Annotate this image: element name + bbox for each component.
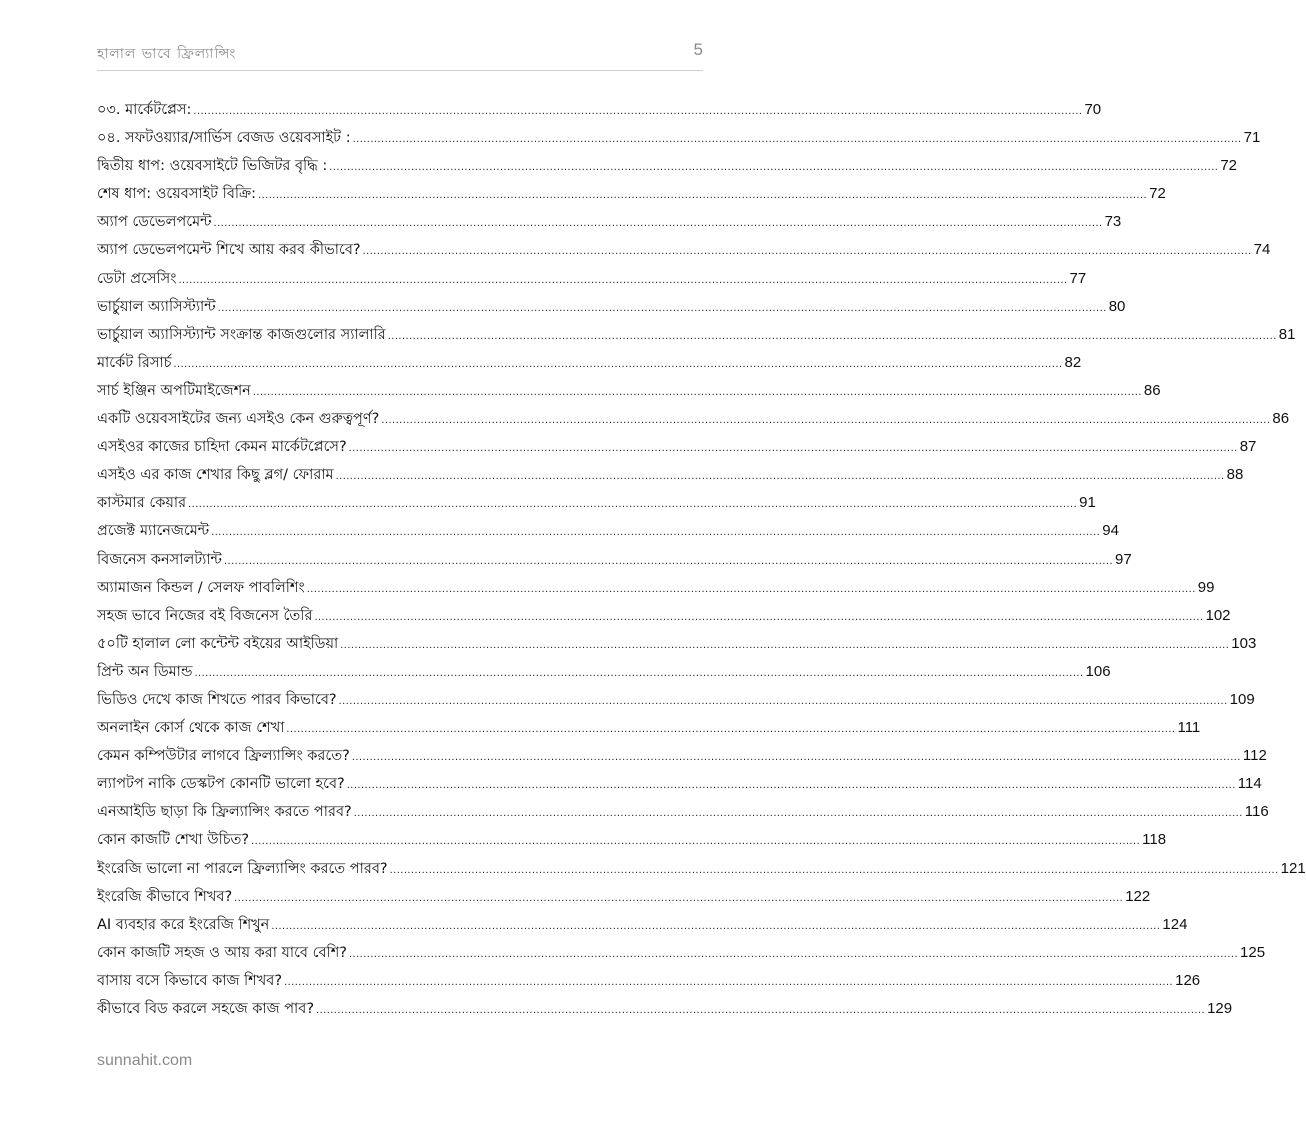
dot-leader <box>347 771 1236 799</box>
toc-entry[interactable] <box>97 405 1290 433</box>
toc-entry-title: সহজ ভাবে নিজের বই বিজনেস তৈরি <box>97 607 313 624</box>
toc-entry[interactable] <box>97 770 1262 798</box>
toc-entry[interactable] <box>97 855 1306 883</box>
toc-entry[interactable] <box>97 911 1188 939</box>
toc-entry-title: কাস্টমার কেয়ার <box>97 495 187 512</box>
toc-entry[interactable] <box>97 714 1201 742</box>
toc-entry[interactable] <box>97 630 1257 658</box>
dot-leader <box>286 715 1175 743</box>
dot-leader <box>193 97 1082 125</box>
dot-leader <box>214 209 1103 237</box>
toc-entry-page: 103 <box>1231 634 1257 652</box>
dot-leader <box>173 350 1062 378</box>
dot-leader <box>316 996 1205 1024</box>
toc-entry[interactable] <box>97 826 1167 854</box>
toc-entry-page: 111 <box>1177 719 1201 737</box>
toc-entry-page: 97 <box>1115 550 1132 568</box>
dot-leader <box>218 294 1107 322</box>
toc-entry-title: ইংরেজি ভালো না পারলে ফ্রিল্যান্সিং করতে পারব? <box>97 860 388 877</box>
page-header <box>97 40 703 71</box>
dot-leader <box>381 406 1270 434</box>
toc-entry-page: 91 <box>1079 494 1096 512</box>
dot-leader <box>363 237 1252 265</box>
toc-entry-title: AI ব্যবহার করে ইংরেজি শিখুন <box>97 916 270 933</box>
dot-leader <box>336 462 1225 490</box>
dot-leader <box>234 884 1123 912</box>
toc-entry-page: 86 <box>1143 381 1161 399</box>
toc-entry[interactable] <box>97 377 1161 405</box>
toc-entry[interactable] <box>97 96 1102 124</box>
toc-entry[interactable] <box>97 658 1111 686</box>
toc-entry[interactable] <box>97 798 1269 826</box>
toc-entry-title: ৫০টি হালাল লো কন্টেন্ট বইয়ের আইডিয়া <box>97 635 339 652</box>
toc-entry[interactable] <box>97 995 1233 1023</box>
toc-entry[interactable] <box>97 742 1267 770</box>
toc-entry[interactable] <box>97 686 1255 714</box>
table-of-contents <box>97 96 1306 1023</box>
toc-entry-page: 77 <box>1069 269 1087 287</box>
toc-entry-page: 81 <box>1278 325 1296 343</box>
toc-entry-title: অ্যাপ ডেভেলপমেন্ট <box>97 214 212 231</box>
dot-leader <box>314 603 1203 631</box>
dot-leader <box>349 434 1238 462</box>
toc-entry-title: ইংরেজি কীভাবে শিখব? <box>97 888 233 905</box>
dot-leader <box>339 687 1228 715</box>
toc-entry[interactable] <box>97 883 1151 911</box>
toc-entry-title: এনআইডি ছাড়া কি ফ্রিল্যান্সিং করতে পারব? <box>97 804 352 821</box>
dot-leader <box>253 378 1142 406</box>
toc-entry-title: কেমন কম্পিউটার লাগবে ফ্রিল্যান্সিং করতে? <box>97 748 350 765</box>
dot-leader <box>329 153 1218 181</box>
toc-entry-title: কোন কাজটি শেখা উচিত? <box>97 832 250 849</box>
toc-entry-page: 70 <box>1084 101 1102 118</box>
footer-site: sunnahit.com <box>97 1052 193 1069</box>
toc-entry-title: অনলাইন কোর্স থেকে কাজ শেখা <box>97 720 285 737</box>
toc-entry[interactable] <box>97 349 1082 377</box>
dot-leader <box>188 490 1077 518</box>
toc-entry-page: 74 <box>1253 241 1271 259</box>
toc-entry-title: প্রিন্ট অন ডিমান্ড <box>97 663 193 680</box>
toc-entry[interactable] <box>97 152 1238 180</box>
toc-entry-page: 72 <box>1149 185 1166 203</box>
toc-entry-page: 73 <box>1104 213 1122 231</box>
toc-entry-title: শেষ ধাপ: ওয়েবসাইট বিক্রি: <box>97 186 257 203</box>
dot-leader <box>211 518 1100 546</box>
toc-entry-title: ডেটা প্রসেসিং <box>97 270 177 287</box>
toc-entry-title: ০৪. সফটওয়্যার/সার্ভিস বেজড ওয়েবসাইট : <box>97 130 351 147</box>
toc-entry-page: 88 <box>1226 466 1244 484</box>
toc-entry[interactable] <box>97 546 1132 574</box>
toc-entry-page: 106 <box>1085 662 1111 680</box>
dot-leader <box>354 799 1243 827</box>
dot-leader <box>390 856 1279 884</box>
dot-leader <box>353 125 1242 153</box>
toc-entry-page: 82 <box>1064 353 1082 371</box>
toc-entry-title: ভার্চুয়াল অ্যাসিস্ট্যান্ট সংক্রান্ত কাজগুলোর স্যালারি <box>97 326 386 343</box>
toc-entry[interactable] <box>97 321 1296 349</box>
toc-entry-title: কীভাবে বিড করলে সহজে কাজ পাব? <box>97 1001 315 1017</box>
toc-entry-title: এসইও এর কাজ শেখার কিছু ব্লগ/ ফোরাম <box>97 467 334 484</box>
toc-entry-page: 99 <box>1197 578 1215 596</box>
toc-entry-page: 122 <box>1125 887 1151 905</box>
toc-entry-page: 109 <box>1229 690 1255 708</box>
toc-entry-title: ভিডিও দেখে কাজ শিখতে পারব কিভাবে? <box>97 691 337 708</box>
toc-entry[interactable] <box>97 967 1201 995</box>
toc-entry[interactable] <box>97 124 1261 152</box>
toc-entry-title: দ্বিতীয় ধাপ: ওয়েবসাইটে ভিজিটর বৃদ্ধি : <box>97 158 328 175</box>
toc-entry-title: ল্যাপটপ নাকি ডেস্কটপ কোনটি ভালো হবে? <box>97 776 345 793</box>
toc-entry-title: ভার্চুয়াল অ্যাসিস্ট্যান্ট <box>97 298 216 315</box>
toc-entry-page: 71 <box>1243 129 1261 147</box>
toc-entry-page: 118 <box>1142 831 1167 849</box>
toc-entry-page: 86 <box>1272 410 1290 428</box>
toc-entry[interactable] <box>97 461 1244 489</box>
dot-leader <box>258 181 1147 209</box>
toc-entry-title: বাসায় বসে কিভাবে কাজ শিখব? <box>97 972 283 989</box>
dot-leader <box>271 912 1160 940</box>
toc-entry-title: বিজনেস কনসালট্যান্ট <box>97 551 222 568</box>
toc-entry-page: 112 <box>1242 747 1267 765</box>
toc-entry[interactable] <box>97 180 1166 208</box>
dot-leader <box>251 827 1140 855</box>
toc-entry[interactable] <box>97 602 1231 630</box>
dot-leader <box>340 631 1229 659</box>
toc-entry-page: 94 <box>1102 522 1119 540</box>
toc-entry[interactable] <box>97 208 1122 236</box>
toc-entry-title: মার্কেট রিসার্চ <box>97 354 172 371</box>
toc-entry-page: 72 <box>1220 157 1238 175</box>
toc-entry-title: কোন কাজটি সহজ ও আয় করা যাবে বেশি? <box>97 944 347 961</box>
toc-entry-page: 124 <box>1162 915 1188 933</box>
toc-entry-title: প্রজেক্ট ম্যানেজমেন্ট <box>97 523 210 540</box>
toc-entry-page: 125 <box>1240 943 1266 961</box>
book-title: হালাল ভাবে ফ্রিল্যান্সিং <box>97 46 237 62</box>
toc-entry[interactable] <box>97 517 1119 545</box>
toc-entry-page: 80 <box>1108 297 1126 315</box>
toc-entry-title: অ্যাপ ডেভেলপমেন্ট শিখে আয় করব কীভাবে? <box>97 242 361 259</box>
page-number: 5 <box>693 40 703 59</box>
toc-entry-page: 102 <box>1205 606 1231 624</box>
toc-entry[interactable] <box>97 265 1087 293</box>
dot-leader <box>224 547 1113 575</box>
dot-leader <box>352 743 1241 771</box>
toc-entry-title: এসইওর কাজের চাহিদা কেমন মার্কেটপ্লেসে? <box>97 439 347 456</box>
toc-entry[interactable] <box>97 939 1266 967</box>
dot-leader <box>388 322 1277 350</box>
toc-entry[interactable] <box>97 574 1215 602</box>
toc-entry-page: 121 <box>1280 859 1306 877</box>
dot-leader <box>349 940 1238 968</box>
toc-entry[interactable] <box>97 489 1096 517</box>
toc-entry-page: 116 <box>1244 803 1269 821</box>
toc-entry-page: 87 <box>1239 438 1257 456</box>
toc-entry-title: একটি ওয়েবসাইটের জন্য এসইও কেন গুরুত্বপূর্ণ? <box>97 411 380 428</box>
toc-entry-page: 126 <box>1175 971 1201 989</box>
toc-entry-title: অ্যামাজন কিন্ডল / সেলফ পাবলিশিং <box>97 579 305 596</box>
toc-entry-page: 129 <box>1207 1000 1233 1017</box>
toc-entry-page: 114 <box>1237 775 1262 793</box>
toc-entry-title: সার্চ ইঞ্জিন অপটিমাইজেশন <box>97 382 251 399</box>
toc-entry[interactable] <box>97 433 1257 461</box>
dot-leader <box>194 659 1083 687</box>
dot-leader <box>307 575 1196 603</box>
dot-leader <box>178 266 1067 294</box>
toc-entry[interactable] <box>97 293 1126 321</box>
dot-leader <box>284 968 1173 996</box>
toc-entry[interactable] <box>97 236 1271 264</box>
toc-entry-title: ০৩. মার্কেটপ্লেস: <box>97 102 192 118</box>
